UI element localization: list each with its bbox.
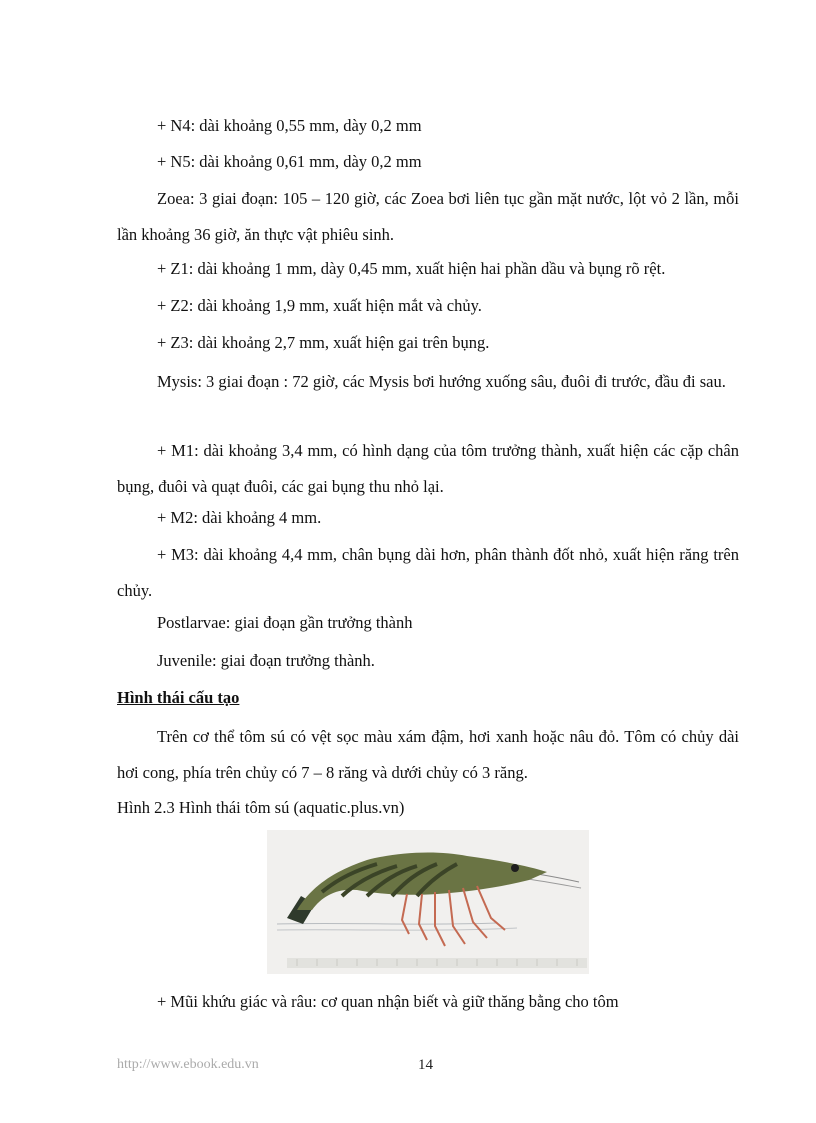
shrimp-illustration [267,830,589,974]
paragraph-n5: + N5: dài khoảng 0,61 mm, dày 0,2 mm [157,152,422,171]
paragraph-m3: + M3: dài khoảng 4,4 mm, chân bụng dài hơn, phân thành đốt nhỏ, xuất hiện răng trên chủy. [117,545,739,600]
section-body: Trên cơ thể tôm sú có vệt sọc màu xám đậm, hơi xanh hoặc nâu đỏ. Tôm có chủy dài hơi cong, phía trên chủy có 7 – 8 răng và dưới chủy có 3 răng. [117,727,739,782]
paragraph-z2: + Z2: dài khoảng 1,9 mm, xuất hiện mắt và chủy. [157,296,482,315]
section-heading: Hình thái cấu tạo [117,688,240,707]
paragraph-m1: + M1: dài khoảng 3,4 mm, có hình dạng của tôm trưởng thành, xuất hiện các cặp chân bụng, đuôi và quạt đuôi, các gai bụng thu nhỏ lại. [117,441,739,496]
footer-url[interactable]: http://www.ebook.edu.vn [117,1057,259,1072]
paragraph-n4: + N4: dài khoảng 0,55 mm, dày 0,2 mm [157,116,422,135]
paragraph-zoea: Zoea: 3 giai đoạn: 105 – 120 giờ, các Zoea bơi liên tục gần mặt nước, lột vỏ 2 lần, mỗi lần khoảng 36 giờ, ăn thực vật phiêu sinh. [117,189,739,244]
paragraph-mysis: Mysis: 3 giai đoạn : 72 giờ, các Mysis bơi hướng xuống sâu, đuôi đi trước, đầu đi sau. [157,372,726,391]
paragraph-z1: + Z1: dài khoảng 1 mm, dày 0,45 mm, xuất hiện hai phần dầu và bụng rõ rệt. [157,259,666,278]
paragraph-z3: + Z3: dài khoảng 2,7 mm, xuất hiện gai trên bụng. [157,333,490,352]
paragraph-after-figure: + Mũi khứu giác và râu: cơ quan nhận biết và giữ thăng bằng cho tôm [157,992,619,1011]
shrimp-photo [267,830,589,974]
paragraph-postlarvae: Postlarvae: giai đoạn gần trưởng thành [157,613,413,632]
paragraph-m2: + M2: dài khoảng 4 mm. [157,508,322,527]
page-number: 14 [418,1057,433,1073]
paragraph-juvenile: Juvenile: giai đoạn trưởng thành. [157,651,375,670]
figure-caption: Hình 2.3 Hình thái tôm sú (aquatic.plus.vn) [117,798,405,817]
